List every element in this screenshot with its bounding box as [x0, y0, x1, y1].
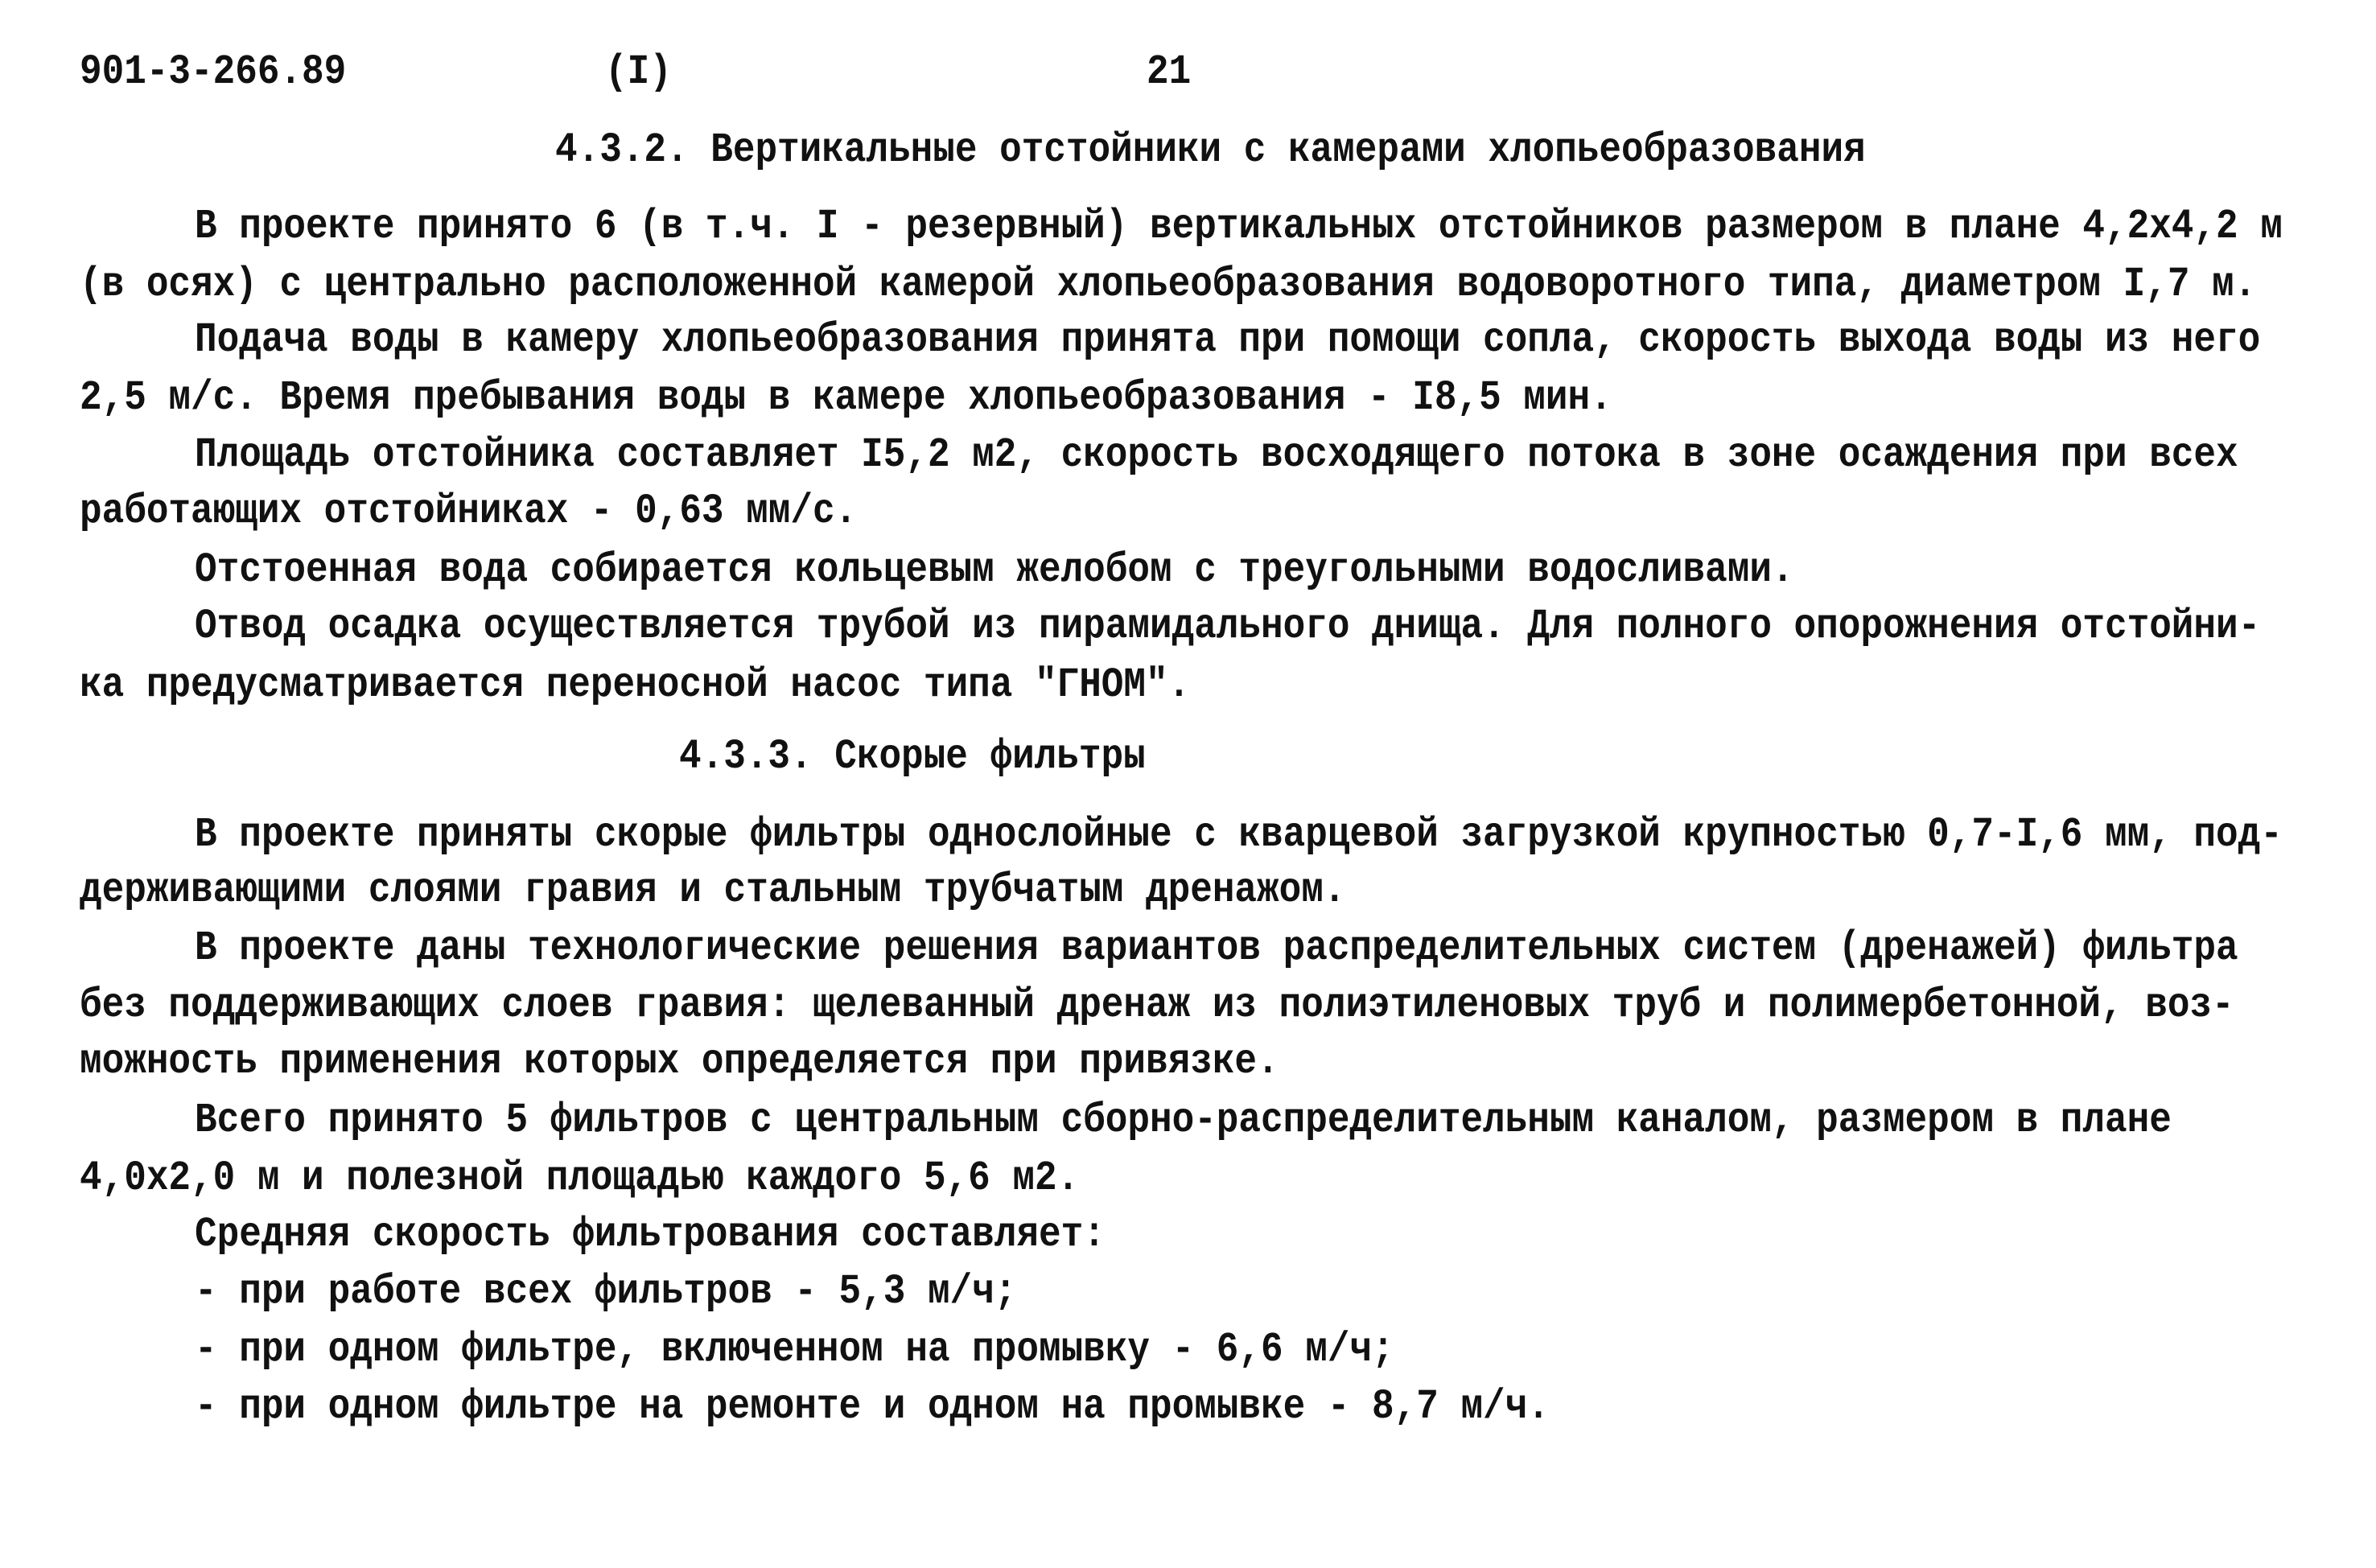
section-heading: 4.3.2. Вертикальные отстойники с камерами хлопьеобразования: [555, 126, 1866, 174]
paragraph-line: Отстоенная вода собирается кольцевым желобом с треугольными водосливами.: [195, 546, 1794, 594]
paragraph-line: ка предусматривается переносной насос типа "ГНОМ".: [80, 661, 1191, 709]
paragraph-line: В проекте принято 6 (в т.ч. I - резервный) вертикальных отстойников размером в плане 4,2х4,2 м: [195, 203, 2283, 250]
list-item: - при одном фильтре, включенном на промывку - 6,6 м/ч;: [195, 1326, 1394, 1373]
list-item: - при работе всех фильтров - 5,3 м/ч;: [195, 1268, 1017, 1315]
paragraph-line: 2,5 м/с. Время пребывания воды в камере хлопьеобразования - I8,5 мин.: [80, 374, 1612, 422]
list-item: - при одном фильтре на ремонте и одном на промывке - 8,7 м/ч.: [195, 1383, 1550, 1430]
section-heading: 4.3.3. Скорые фильтры: [679, 733, 1146, 780]
paragraph-line: можность применения которых определяется при привязке.: [80, 1038, 1279, 1085]
paragraph-line: Отвод осадка осуществляется трубой из пирамидального днища. Для полного опорожнения отстойни-: [195, 603, 2261, 650]
paragraph-line: без поддерживающих слоев гравия: щелеванный дренаж из полиэтиленовых труб и полимербетонной, воз-: [80, 982, 2234, 1029]
paragraph-line: Средняя скорость фильтрования составляет:: [195, 1211, 1106, 1258]
paragraph-line: Подача воды в камеру хлопьеобразования принята при помощи сопла, скорость выхода воды из него: [195, 316, 2261, 364]
document-code: 901-3-266.89: [80, 48, 347, 96]
paragraph-line: работающих отстойниках - 0,63 мм/с.: [80, 488, 858, 535]
paragraph-line: (в осях) с центрально расположенной камерой хлопьеобразования водоворотного типа, диаметром I,7 м.: [80, 261, 2257, 308]
paragraph-line: Площадь отстойника составляет I5,2 м2, скорость восходящего потока в зоне осаждения при всех: [195, 431, 2238, 479]
volume-number: (I): [605, 48, 672, 96]
paragraph-line: держивающими слоями гравия и стальным трубчатым дренажом.: [80, 866, 1346, 914]
paragraph-line: В проекте приняты скорые фильтры однослойные с кварцевой загрузкой крупностью 0,7-I,6 мм, под-: [195, 811, 2283, 858]
page-number: 21: [1147, 48, 1192, 96]
paragraph-line: Всего принято 5 фильтров с центральным сборно-распределительным каналом, размером в плане: [195, 1097, 2172, 1144]
paragraph-line: В проекте даны технологические решения вариантов распределительных систем (дренажей) фильтра: [195, 924, 2238, 972]
paragraph-line: 4,0х2,0 м и полезной площадью каждого 5,6 м2.: [80, 1154, 1080, 1202]
